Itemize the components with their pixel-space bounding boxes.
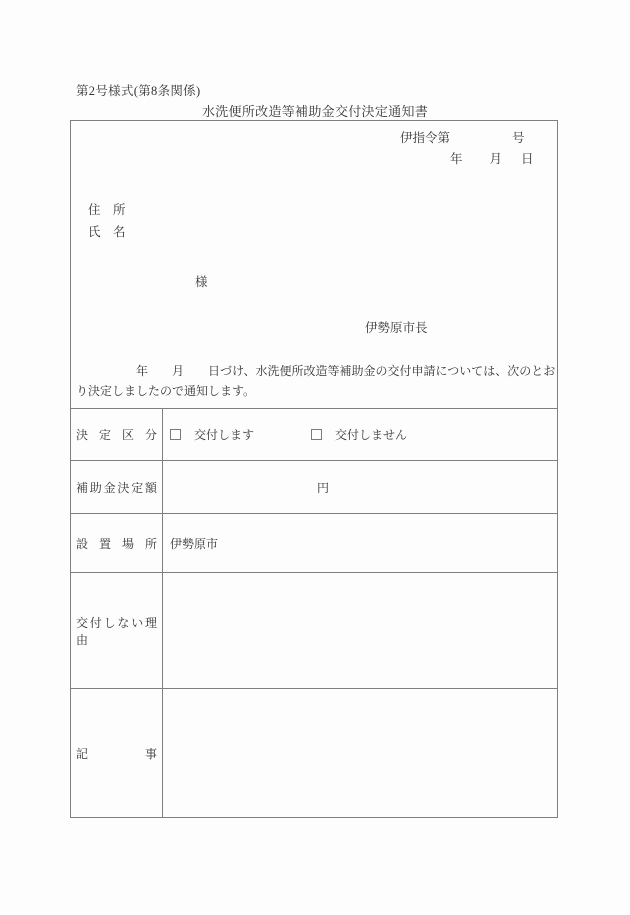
day-label: 日: [521, 152, 534, 166]
honorific-label: 様: [195, 275, 208, 289]
option-no-grant: [311, 426, 407, 443]
notice-form-box: [70, 120, 558, 818]
subsidy-amount-label-cell: [71, 461, 163, 513]
row-reason-not-granted: [71, 572, 557, 688]
form-header-section: [71, 121, 557, 408]
row-installation-site: [71, 513, 557, 572]
row-decision-category: [71, 408, 557, 460]
document-number-suffix: 号: [512, 131, 525, 145]
row-subsidy-amount: [71, 460, 557, 513]
document-number-prefix: 伊指令第: [400, 131, 451, 145]
month-label: 月: [489, 152, 503, 166]
remarks-label: 記事: [76, 746, 157, 761]
yen-unit-label: 円: [317, 480, 330, 495]
document-title: 水洗便所改造等補助金交付決定通知書: [201, 104, 429, 119]
name-label: 氏 名: [88, 225, 126, 239]
checkbox-icon: [170, 429, 181, 440]
reason-not-granted-value-cell: [163, 573, 557, 688]
option-grant-label: 交付します: [194, 428, 255, 442]
checkbox-icon: [311, 429, 322, 440]
issuer-title: 伊勢原市長: [365, 321, 428, 335]
installation-site-label: 設置場所: [76, 536, 157, 551]
form-id-text: 第2号様式(第8条関係): [76, 84, 201, 98]
installation-site-label-cell: [71, 514, 163, 572]
remarks-label-cell: [71, 689, 163, 817]
notice-body-line2: り決定しましたので通知します。: [76, 384, 256, 398]
row-remarks: [71, 688, 557, 817]
issue-date-line: [450, 149, 534, 167]
reason-not-granted-label-cell: [71, 573, 163, 688]
decision-category-label-cell: [71, 409, 163, 460]
address-label: 住 所: [88, 203, 126, 217]
notice-body-line1: 年 月 日づけ、水洗便所改造等補助金の交付申請については、次のとお: [76, 364, 556, 378]
decision-category-label: 決定区分: [76, 428, 157, 442]
decision-category-value-cell: [163, 409, 557, 460]
subsidy-amount-value-cell: [163, 461, 557, 513]
installation-site-value-cell: [163, 514, 557, 572]
notice-body-paragraph: [76, 361, 555, 401]
remarks-value-cell: [163, 689, 557, 817]
installation-site-city: 伊勢原市: [170, 536, 219, 551]
subsidy-amount-label: 補助金決定額: [76, 480, 157, 495]
reason-not-granted-label: 交付しない理由: [76, 615, 157, 647]
option-no-grant-label: 交付しません: [335, 428, 408, 442]
document-number-line: [400, 128, 525, 146]
option-grant: [170, 426, 254, 443]
year-label: 年: [450, 152, 463, 166]
